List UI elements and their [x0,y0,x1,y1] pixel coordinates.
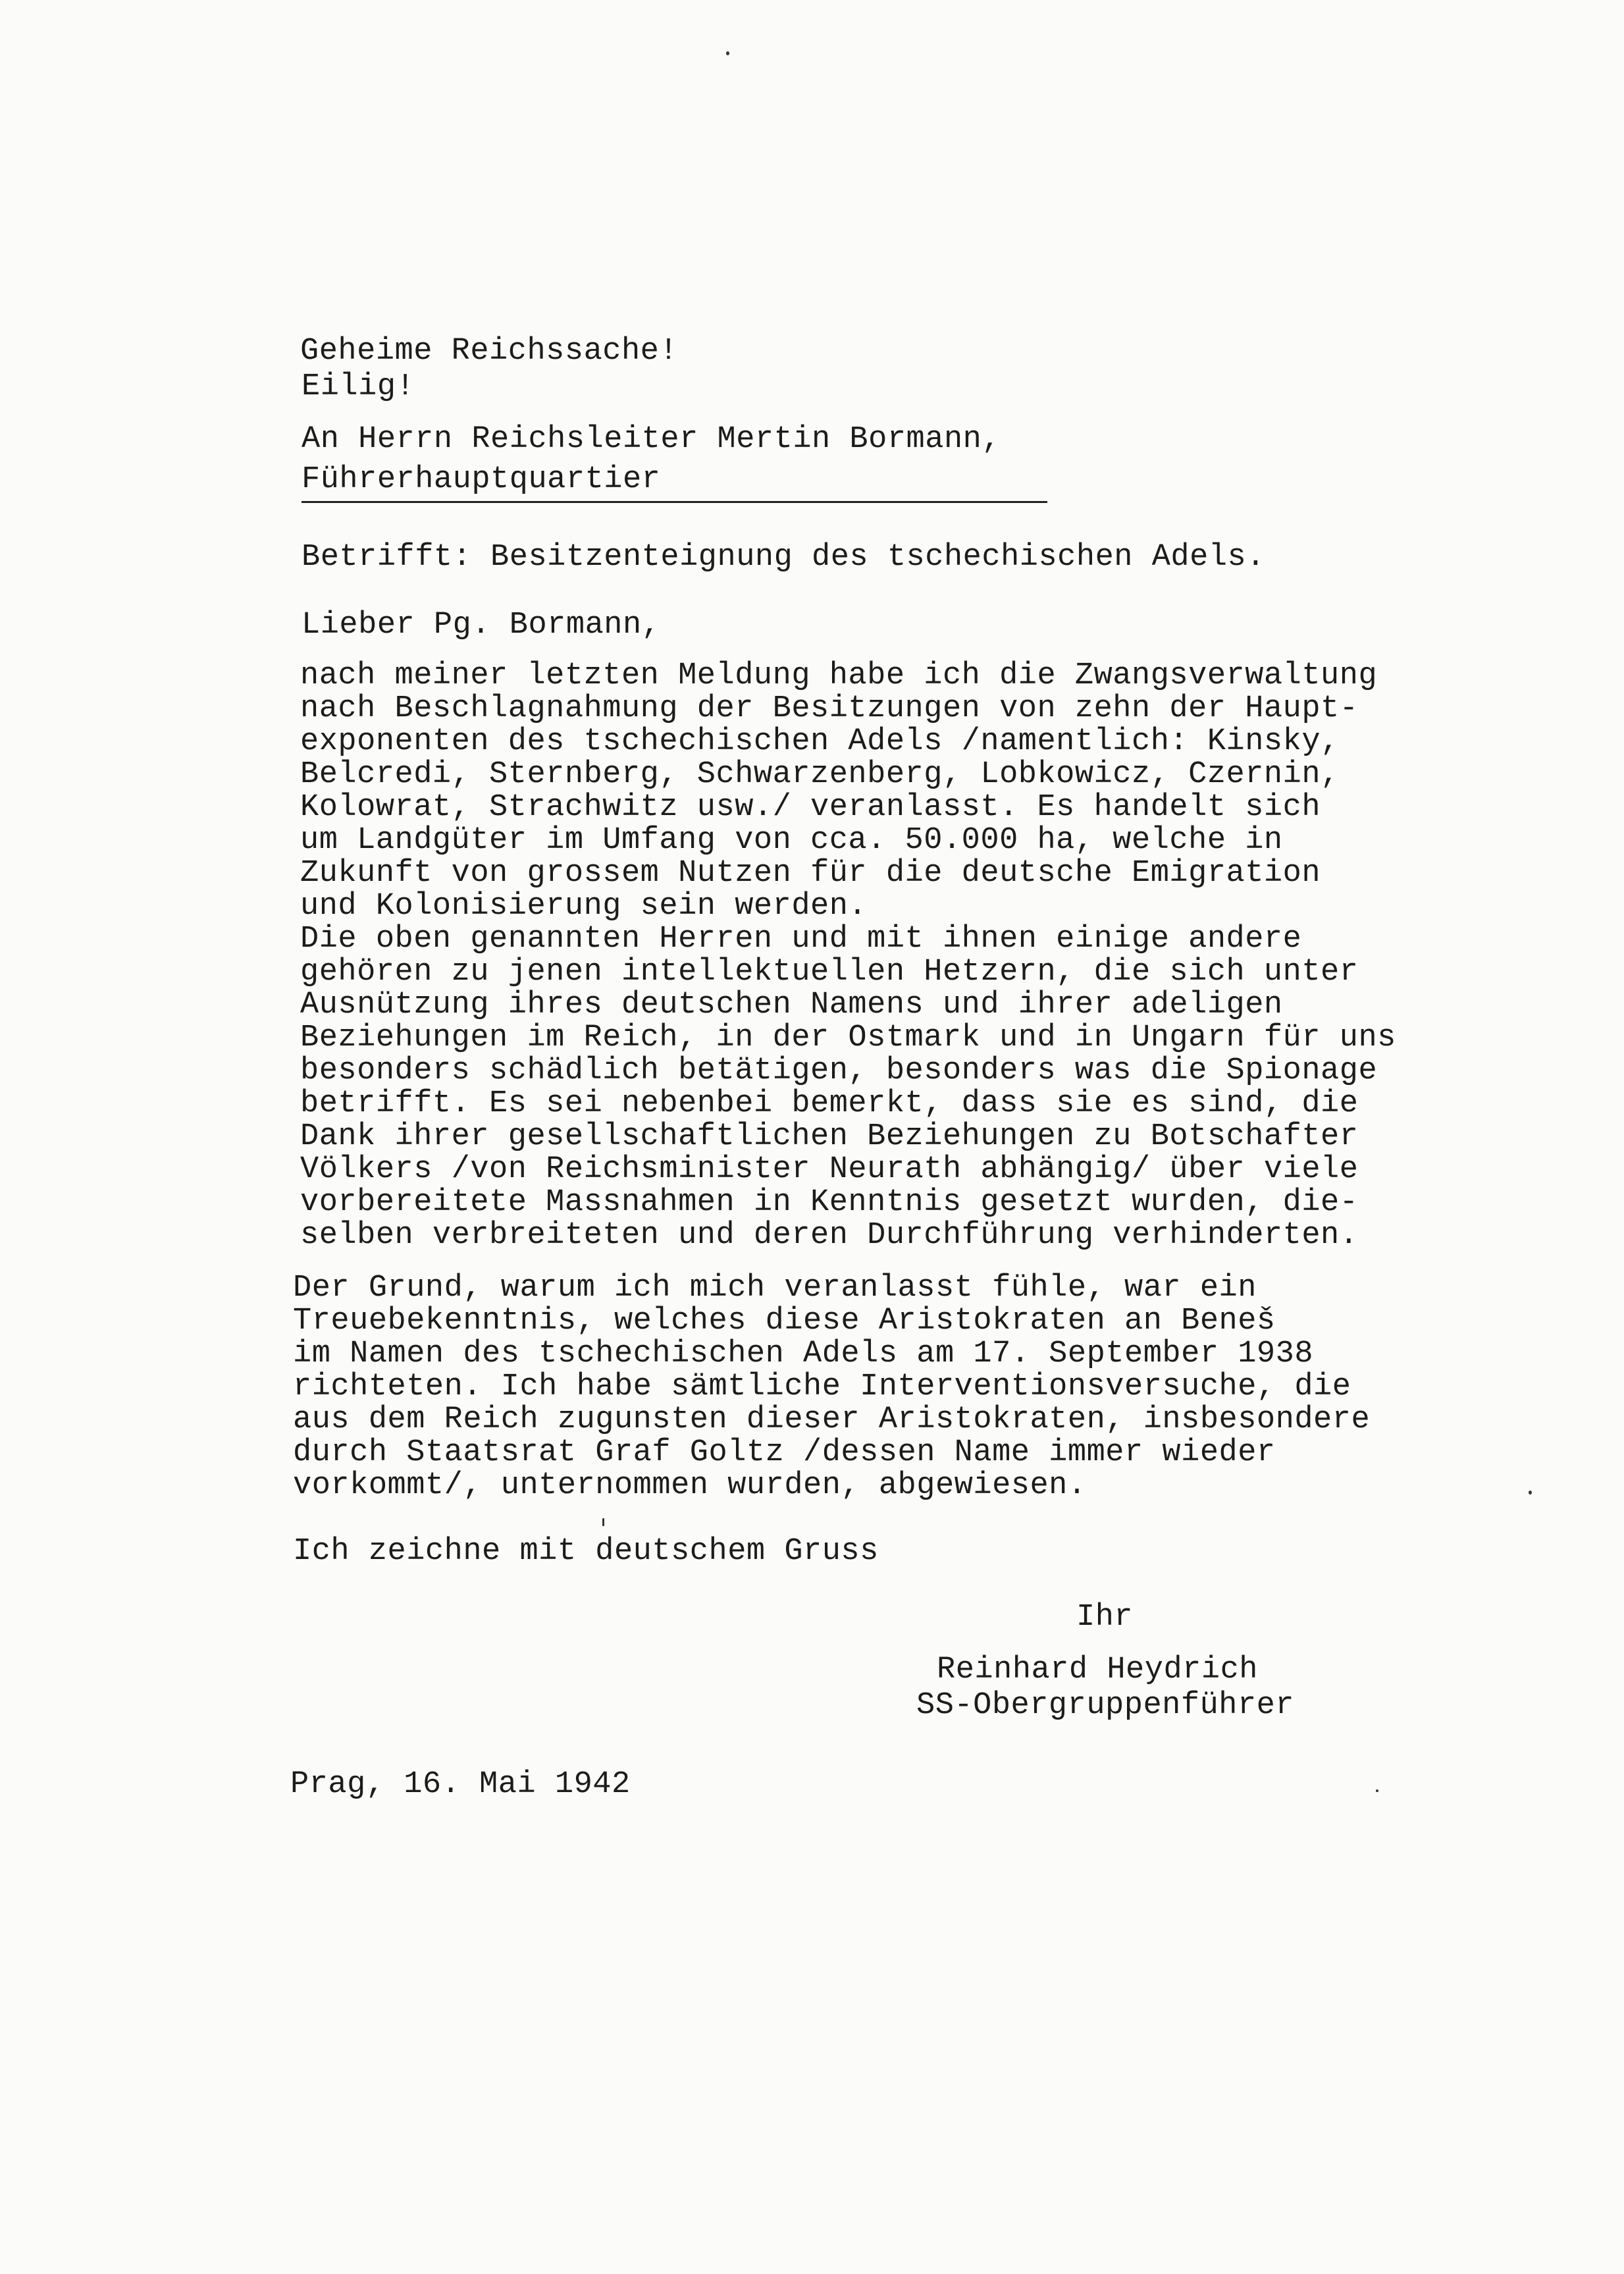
paper-speck [1376,1789,1378,1792]
paragraph-line: vorkommt/, unternommen wurden, abgewiesen. [293,1468,1087,1503]
signer-name: Reinhard Heydrich [937,1653,1258,1687]
paragraph-line: Treuebekenntnis, welches diese Aristokraten an Beneš [293,1304,1276,1338]
paragraph-line: Völkers /von Reichsminister Neurath abhängig/ über viele [300,1152,1359,1187]
paragraph-line: vorbereitete Massnahmen in Kenntnis gesetzt wurden, die- [300,1185,1359,1220]
paragraph-line: Ausnützung ihres deutschen Namens und ihrer adeligen [300,988,1283,1022]
paragraph-line: Beziehungen im Reich, in der Ostmark und in Ungarn für uns [300,1020,1396,1055]
paper-speck [1529,1491,1532,1494]
paragraph-line: um Landgüter im Umfang von cca. 50.000 ha, welche in [300,823,1283,858]
paragraph-line: Dank ihrer gesellschaftlichen Beziehungen zu Botschafter [300,1119,1359,1154]
closing-line: Ich zeichne mit deutschem Gruss [293,1534,879,1569]
salutation-line: Lieber Pg. Bormann, [301,608,661,643]
paragraph-line: durch Staatsrat Graf Goltz /dessen Name immer wieder [293,1435,1276,1470]
paper-speck [602,1518,604,1526]
paragraph-line: im Namen des tschechischen Adels am 17. September 1938 [293,1336,1314,1371]
paragraph-line: nach meiner letzten Meldung habe ich die Zwangsverwaltung [300,658,1378,693]
paper-speck [726,51,729,55]
paragraph-line: besonders schädlich betätigen, besonders was die Spionage [300,1053,1378,1088]
signer-rank: SS-Obergruppenführer [916,1688,1295,1723]
classification-line: Geheime Reichssache! [300,334,679,369]
urgency-line: Eilig! [301,369,415,404]
paragraph-line: Die oben genannten Herren und mit ihnen einige andere [300,922,1302,957]
paragraph-line: und Kolonisierung sein werden. [300,889,868,924]
recipient-line-2: Führerhauptquartier [301,462,661,497]
paragraph-line: nach Beschlagnahmung der Besitzungen von zehn der Haupt- [300,691,1359,726]
paragraph-line: Zukunft von grossem Nutzen für die deutsche Emigration [300,856,1321,891]
signoff-line: Ihr [1076,1600,1134,1635]
recipient-underline [301,501,1047,503]
paragraph-line: selben verbreiteten und deren Durchführung verhinderten. [300,1218,1359,1253]
recipient-line-1: An Herrn Reichsleiter Mertin Bormann, [301,422,1001,457]
paragraph-line: aus dem Reich zugunsten dieser Aristokraten, insbesondere [293,1402,1371,1437]
paragraph-line: gehören zu jenen intellektuellen Hetzern, die sich unter [300,955,1359,990]
paragraph-line: betrifft. Es sei nebenbei bemerkt, dass sie es sind, die [300,1086,1359,1121]
place-date-line: Prag, 16. Mai 1942 [290,1767,631,1802]
paragraph-line: Belcredi, Sternberg, Schwarzenberg, Lobkowicz, Czernin, [300,757,1340,792]
paragraph-line: richteten. Ich habe sämtliche Interventionsversuche, die [293,1369,1351,1404]
subject-line: Betrifft: Besitzenteignung des tschechischen Adels. [301,540,1265,575]
paragraph-line: Der Grund, warum ich mich veranlasst fühle, war ein [293,1271,1257,1306]
paragraph-line: Kolowrat, Strachwitz usw./ veranlasst. Es handelt sich [300,790,1321,825]
paragraph-line: exponenten des tschechischen Adels /namentlich: Kinsky, [300,724,1340,759]
